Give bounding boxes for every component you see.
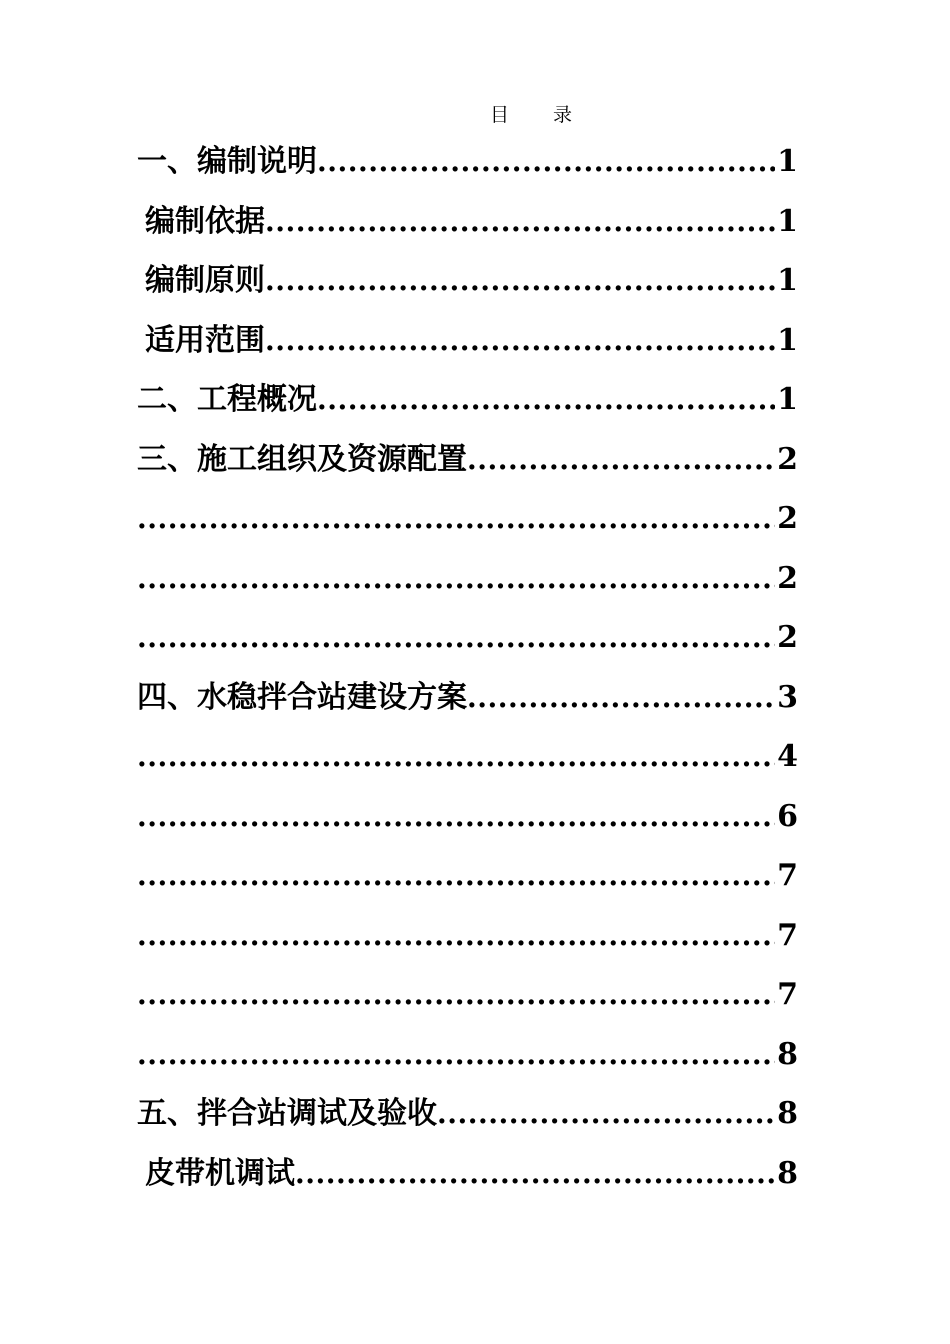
- toc-entry[interactable]: [137, 132, 798, 192]
- toc-entry-page: 8: [777, 1096, 798, 1131]
- toc-entry-text: 编制原则: [145, 263, 265, 298]
- toc-entry-page: 2: [777, 441, 798, 477]
- toc-entry[interactable]: [137, 192, 798, 252]
- toc-entry-text: 编制依据: [145, 203, 265, 239]
- toc-entry-text: 一、编制说明: [137, 144, 317, 179]
- toc-leader-dots: [137, 608, 775, 668]
- toc-entry-page: 7: [777, 917, 798, 953]
- toc-entry-page: 1: [777, 322, 798, 358]
- toc-leader-dots: [137, 906, 775, 966]
- toc-entry[interactable]: [137, 311, 798, 371]
- toc-entry-page: 2: [777, 620, 798, 655]
- toc-entry[interactable]: [137, 906, 798, 966]
- table-of-contents: [137, 132, 798, 1203]
- toc-entry[interactable]: [137, 1025, 798, 1085]
- toc-entry-page: 3: [777, 679, 798, 715]
- toc-entry-page: 7: [777, 858, 798, 893]
- toc-entry[interactable]: [137, 370, 798, 430]
- toc-entry-page: 1: [777, 382, 798, 417]
- toc-title-part2: 录: [553, 104, 573, 126]
- toc-entry[interactable]: [137, 608, 798, 668]
- toc-entry-page: 6: [777, 798, 798, 834]
- toc-entry[interactable]: [137, 251, 798, 311]
- toc-leader-dots: [437, 1084, 775, 1144]
- toc-entry-page: 4: [777, 739, 798, 774]
- toc-leader-dots: [137, 1025, 775, 1085]
- toc-leader-dots: [137, 549, 775, 609]
- toc-leader-dots: [137, 846, 775, 906]
- toc-leader-dots: [317, 370, 775, 430]
- toc-entry[interactable]: [137, 1084, 798, 1144]
- toc-entry-text: 四、水稳拌合站建设方案: [137, 679, 467, 715]
- toc-entry-text: 二、工程概况: [137, 382, 317, 417]
- toc-leader-dots: [265, 311, 775, 371]
- toc-leader-dots: [317, 132, 775, 192]
- toc-entry[interactable]: [137, 668, 798, 728]
- toc-entry-text: 适用范围: [145, 322, 265, 358]
- toc-entry[interactable]: [137, 489, 798, 549]
- toc-entry[interactable]: [137, 787, 798, 847]
- toc-entry-text: 皮带机调试: [145, 1155, 295, 1191]
- toc-entry-page: 2: [777, 501, 798, 536]
- toc-entry[interactable]: [137, 1144, 798, 1204]
- toc-title-part1: 目: [489, 104, 509, 126]
- toc-title: [0, 100, 950, 127]
- toc-leader-dots: [265, 192, 775, 252]
- toc-leader-dots: [137, 727, 775, 787]
- toc-entry-page: 7: [777, 977, 798, 1012]
- toc-entry[interactable]: [137, 846, 798, 906]
- toc-entry[interactable]: [137, 727, 798, 787]
- toc-leader-dots: [295, 1144, 775, 1204]
- toc-entry[interactable]: [137, 549, 798, 609]
- toc-entry-page: 1: [777, 144, 798, 179]
- toc-leader-dots: [467, 430, 775, 490]
- toc-entry-text: 三、施工组织及资源配置: [137, 441, 467, 477]
- toc-entry-page: 2: [777, 560, 798, 596]
- toc-leader-dots: [137, 965, 775, 1025]
- toc-entry[interactable]: [137, 965, 798, 1025]
- toc-entry-text: 五、拌合站调试及验收: [137, 1096, 437, 1131]
- toc-entry-page: 1: [777, 203, 798, 239]
- toc-leader-dots: [467, 668, 775, 728]
- toc-entry-page: 8: [777, 1036, 798, 1072]
- toc-entry-page: 8: [777, 1155, 798, 1191]
- toc-entry-page: 1: [777, 263, 798, 298]
- toc-leader-dots: [137, 787, 775, 847]
- toc-leader-dots: [265, 251, 775, 311]
- toc-entry[interactable]: [137, 430, 798, 490]
- toc-leader-dots: [137, 489, 775, 549]
